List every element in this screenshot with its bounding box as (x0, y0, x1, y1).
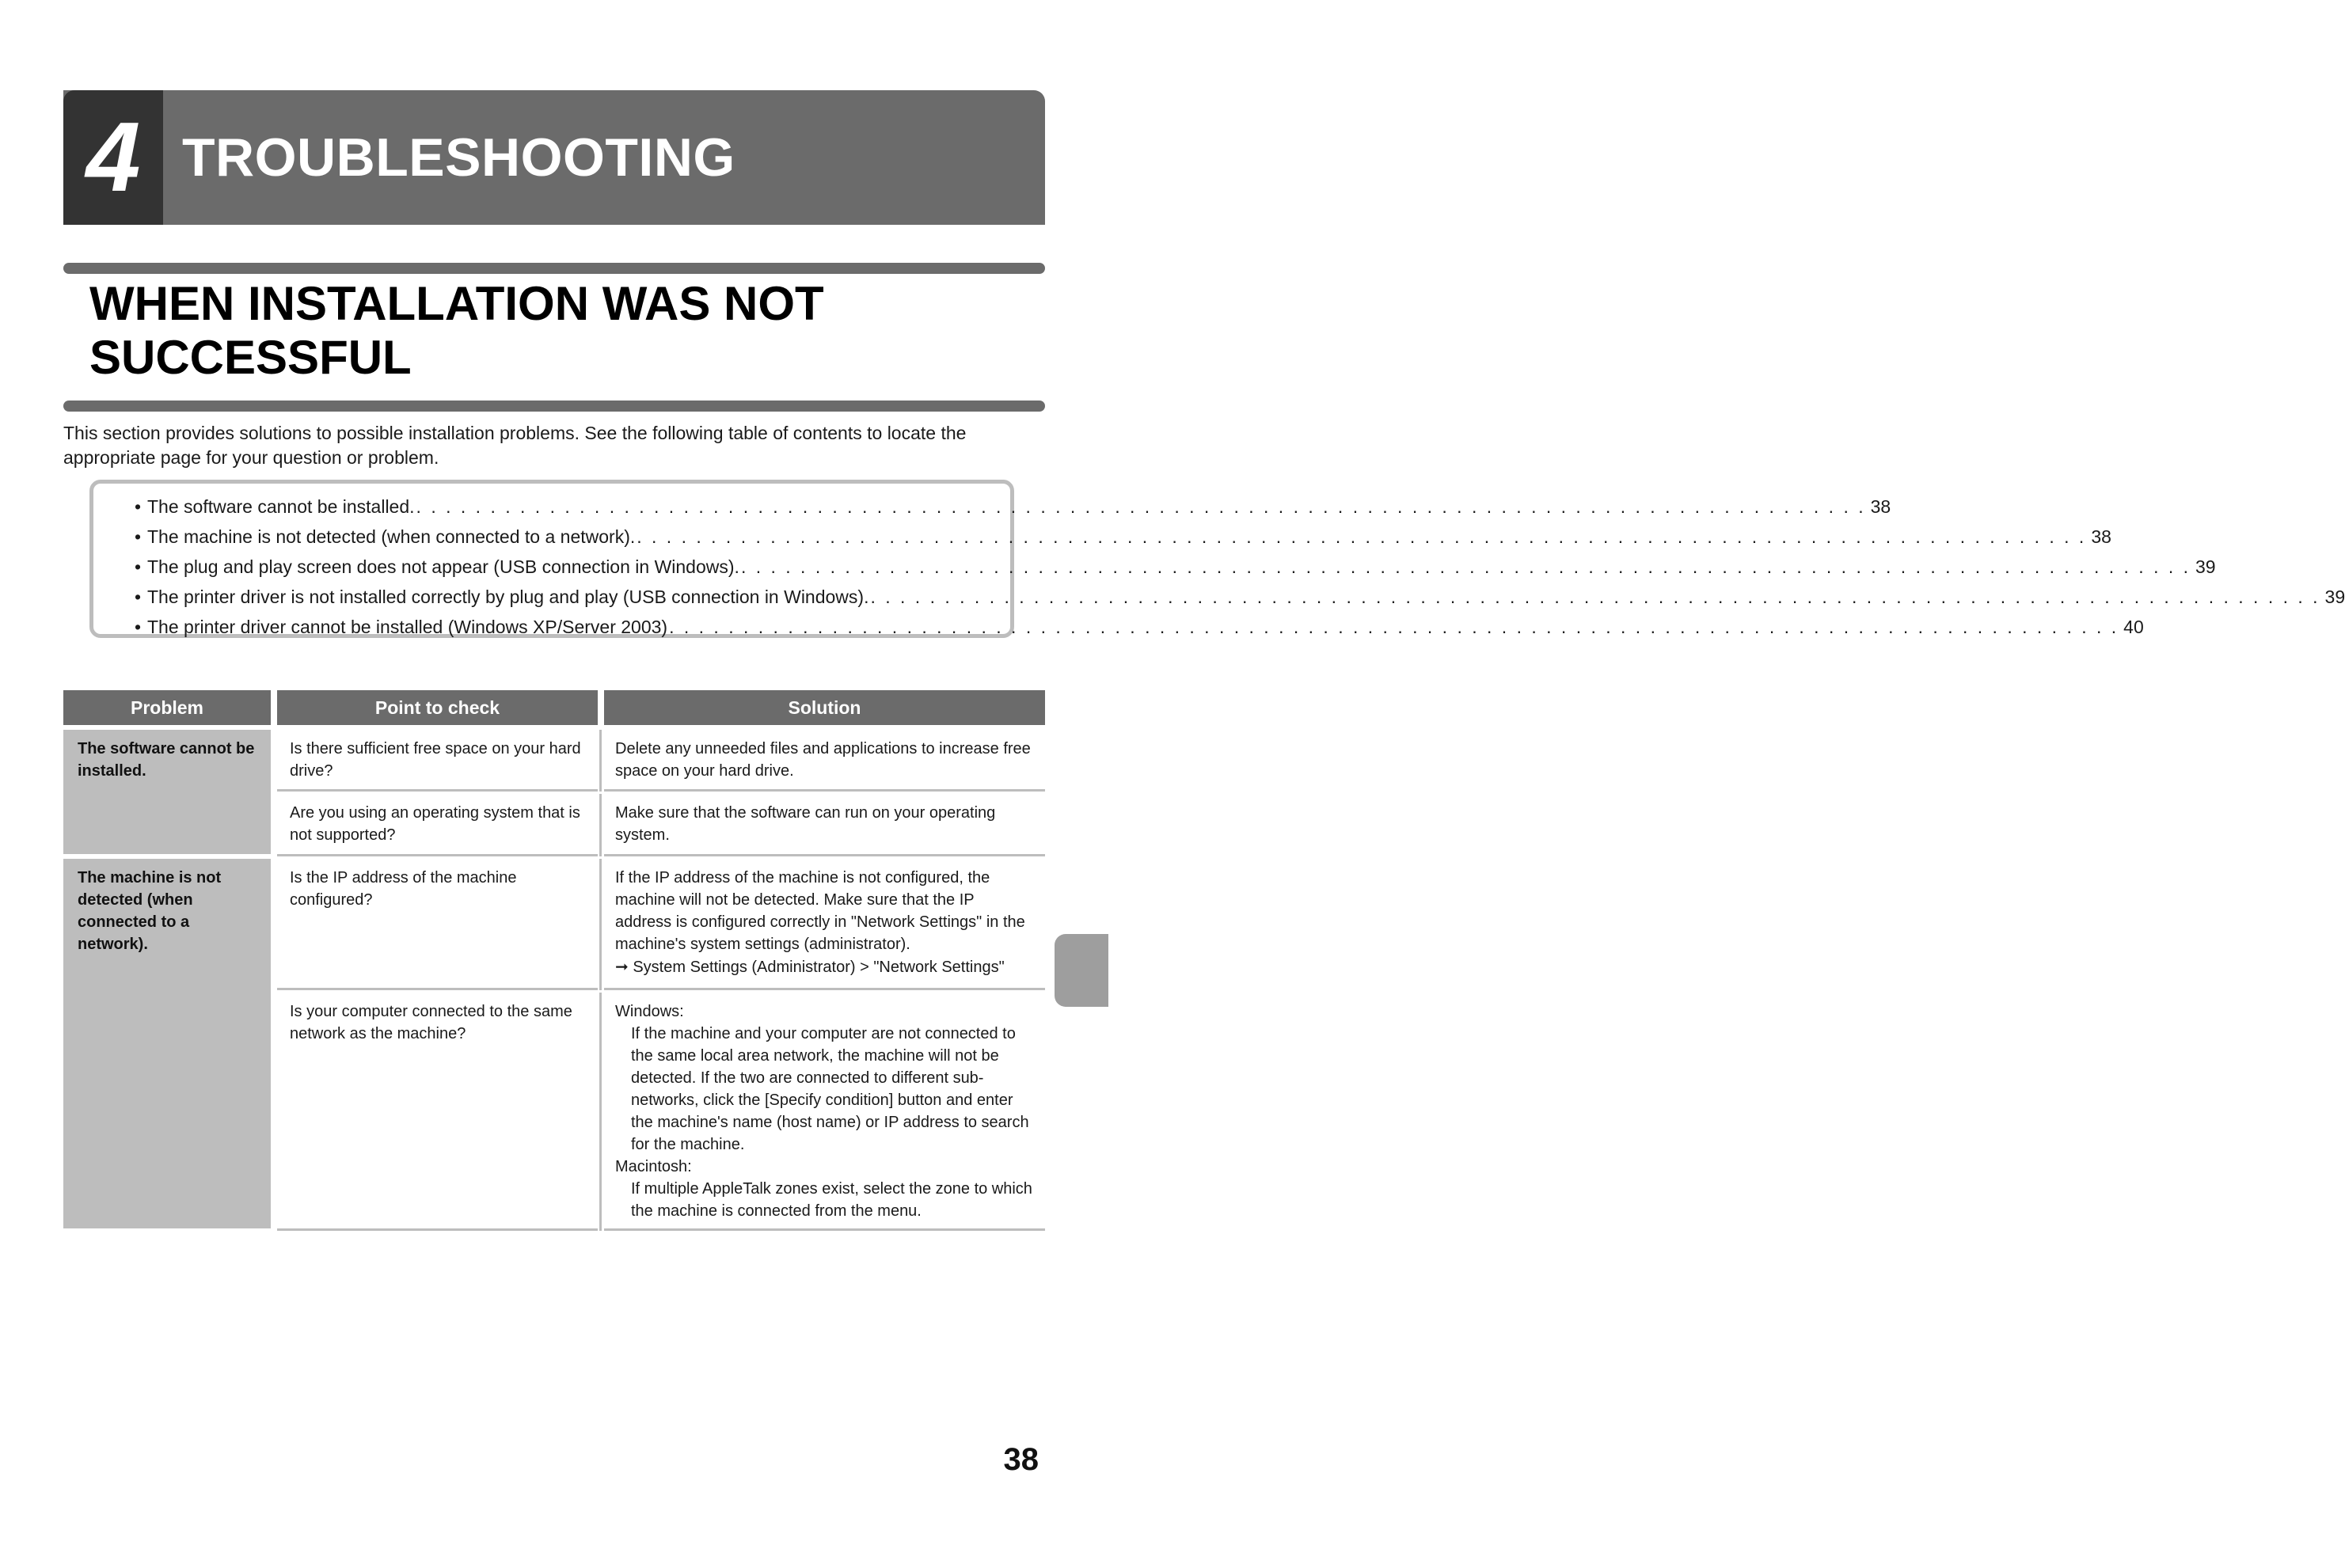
settings-reference-text: System Settings (Administrator) > "Network Settings" (633, 959, 1005, 976)
check-cell: Are you using an operating system that is not supported? (277, 794, 598, 856)
leader-dots: . . . . . . . . . . . . . . . . . . . . . . . . . . . . . . . . . . . . . . . . . . . . . . . . . . . . . . . . . . . . . . . . . . . . . . . . . . . . . . . . . . . . . . . . . . . . . . . . . . (870, 587, 2320, 607)
bullet: • (135, 587, 142, 607)
header-solution: Solution (604, 690, 1045, 725)
solution-cell: Make sure that the software can run on your operating system. (604, 794, 1045, 856)
problem-cell-software: The software cannot be installed. (63, 730, 271, 854)
check-cell: Is the IP address of the machine configured? (277, 859, 598, 990)
chapter-title: TROUBLESHOOTING (182, 127, 735, 188)
section-title-line-2: SUCCESSFUL (89, 331, 412, 384)
contents-item[interactable] (135, 582, 2345, 612)
chapter-side-tab (1055, 934, 1108, 1007)
bullet: • (135, 617, 142, 637)
page-number: 38 (1003, 1442, 1039, 1477)
chapter-header (63, 90, 1045, 225)
contents-item[interactable] (135, 612, 2144, 642)
leader-dots: . . . . . . . . . . . . . . . . . . . . . . . . . . . . . . . . . . . . . . . . . . . . . . . . . . . . . . . . . . . . . . . . . . . . . . . . . . . . . . . . . . . . . . . . . . . . . . . . . . (669, 617, 2119, 637)
macintosh-text: If multiple AppleTalk zones exist, select the zone to which the machine is connected from the menu. (631, 1180, 1032, 1220)
contents-box (89, 480, 2345, 638)
solution-text: If the IP address of the machine is not configured, the machine will not be detected. Make sure that the IP address is configured correctly in "Network Settings" in the machine's system settings (administrator). (615, 869, 1025, 953)
contents-item[interactable] (135, 522, 2111, 552)
check-cell: Is there sufficient free space on your hard drive? (277, 730, 598, 792)
solution-cell: Delete any unneeded files and applications to increase free space on your hard drive. (604, 730, 1045, 792)
leader-dots: . . . . . . . . . . . . . . . . . . . . . . . . . . . . . . . . . . . . . . . . . . . . . . . . . . . . . . . . . . . . . . . . . . . . . . . . . . . . . . . . . . . . . . . . . . . . . . . . . . (637, 526, 2087, 547)
problem-cell-machine-not-detected: The machine is not detected (when connected to a network). (63, 859, 271, 1228)
contents-item-page: 39 (2324, 587, 2345, 607)
contents-item-page: 39 (2195, 556, 2216, 577)
arrow-right-icon: ➞ (615, 957, 629, 976)
contents-item-page: 38 (1870, 496, 1891, 517)
chapter-number: 4 (63, 90, 163, 225)
section-title-line-1: WHEN INSTALLATION WAS NOT (89, 277, 824, 330)
bullet: • (135, 526, 142, 547)
contents-item-label: The printer driver cannot be installed (Windows XP/Server 2003) (147, 617, 668, 637)
leader-dots: . . . . . . . . . . . . . . . . . . . . . . . . . . . . . . . . . . . . . . . . . . . . . . . . . . . . . . . . . . . . . . . . . . . . . . . . . . . . . . . . . . . . . . . . . . . . . . . . . . (416, 496, 1866, 517)
contents-item-page: 38 (2091, 526, 2111, 547)
header-point-to-check: Point to check (277, 690, 598, 725)
section-rule-bottom (63, 401, 1045, 412)
column-divider (599, 859, 602, 990)
windows-text: If the machine and your computer are not connected to the same local area network, the machine will not be detected. If the two are connected to different sub-networks, click the [Specify condition] button and enter the machine's name (host name) or IP address to search for the machine. (631, 1025, 1029, 1153)
section-rule-top (63, 263, 1045, 274)
contents-item-label: The machine is not detected (when connected to a network). (147, 526, 636, 547)
contents-item-label: The software cannot be installed. (147, 496, 415, 517)
macintosh-label: Macintosh: (615, 1158, 692, 1175)
solution-cell (604, 859, 1045, 990)
contents-item[interactable] (135, 552, 2216, 582)
column-divider (599, 993, 602, 1231)
contents-list (135, 492, 2345, 642)
windows-label: Windows: (615, 1003, 684, 1020)
check-cell: Is your computer connected to the same network as the machine? (277, 993, 598, 1231)
section-title (89, 277, 1024, 385)
contents-item-label: The printer driver is not installed correctly by plug and play (USB connection in Windows). (147, 587, 869, 607)
settings-reference (615, 955, 1032, 978)
solution-cell (604, 993, 1045, 1231)
bullet: • (135, 556, 142, 577)
contents-item[interactable] (135, 492, 1891, 522)
leader-dots: . . . . . . . . . . . . . . . . . . . . . . . . . . . . . . . . . . . . . . . . . . . . . . . . . . . . . . . . . . . . . . . . . . . . . . . . . . . . . . . . . . . . . . . . . . . . . . . . . . (740, 556, 2191, 577)
bullet: • (135, 496, 142, 517)
contents-item-label: The plug and play screen does not appear (USB connection in Windows). (147, 556, 739, 577)
contents-item-page: 40 (2123, 617, 2144, 637)
column-divider (599, 730, 602, 792)
header-problem: Problem (63, 690, 271, 725)
intro-text: This section provides solutions to possible installation problems. See the following table of contents to locate the appropriate page for your question or problem. (63, 423, 967, 468)
column-divider (599, 794, 602, 856)
